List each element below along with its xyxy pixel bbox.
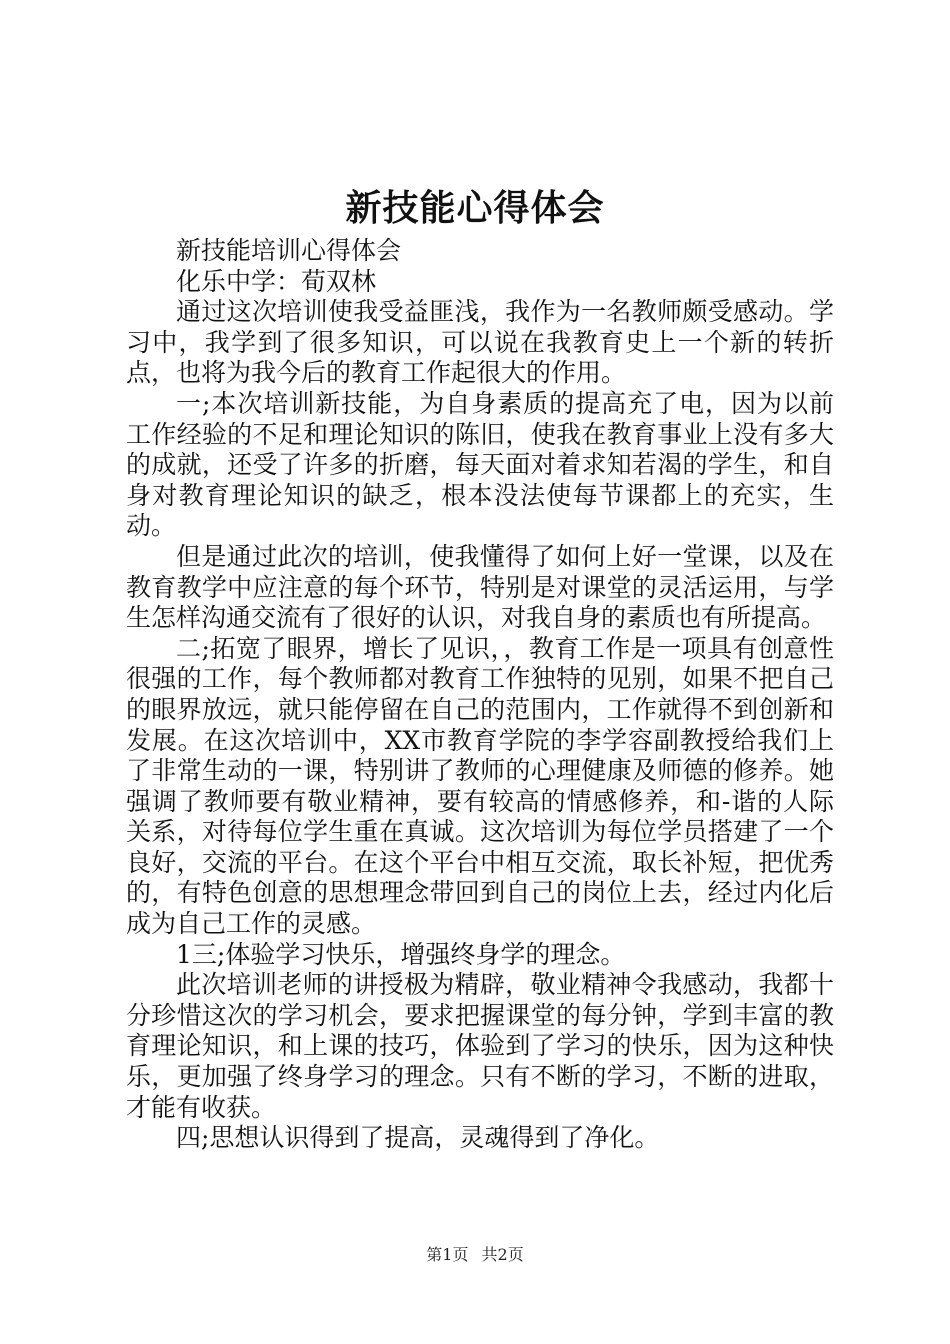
subtitle-paragraph: 新技能培训心得体会 (176, 236, 402, 265)
body-paragraph: 此次培训老师的讲授极为精辟，敬业精神令我感动，我都十分珍惜这次的学习机会，要求把握课堂的每分钟，学到丰富的教育理论知识，和上课的技巧，体验到了学习的快乐，因为这种快乐，更加强了终身学习的理念。只有不断的学习，不断的进取，才能有收获。 (126, 970, 834, 1122)
body-paragraph: 但是通过此次的培训，使我懂得了如何上好一堂课，以及在教育教学中应注意的每个环节，特别是对课堂的灵活运用，与学生怎样沟通交流有了很好的认识，对我自身的素质也有所提高。 (126, 541, 834, 633)
page-number: 第1页 (426, 1245, 469, 1264)
body-paragraph: 通过这次培训使我受益匪浅，我作为一名教师颇受感动。学习中，我学到了很多知识，可以说在我教育史上一个新的转折点，也将为我今后的教育工作起很大的作用。 (126, 297, 834, 388)
page-footer (0, 1244, 950, 1266)
author-paragraph: 化乐中学：荀双林 (176, 266, 377, 296)
page-total: 共2页 (481, 1245, 524, 1264)
body-paragraph: 二;拓宽了眼界，增长了见识，，教育工作是一项具有创意性很强的工作，每个教师都对教育工作独特的见别，如果不把自己的眼界放远，就只能停留在自己的范围内，工作就得不到创新和发展。在这次培训中，XX市教育学院的李学容副教授给我们上了非常生动的一课，特别讲了教师的心理健康及师德的修养。她强调了教师要有敬业精神，要有较高的情感修养，和-谐的人际关系，对待每位学生重在真诚。这次培训为每位学员搭建了一个良好，交流的平台。在这个平台中相互交流，取长补短，把优秀的，有特色创意的思想理念带回到自己的岗位上去，经过内化后成为自己工作的灵感。 (126, 633, 834, 939)
body-paragraph: 一;本次培训新技能，为自身素质的提高充了电，因为以前工作经验的不足和理论知识的陈旧，使我在教育事业上没有多大的成就，还受了许多的折磨，每天面对着求知若渴的学生，和自身对教育理论知识的缺乏，根本没法使每节课都上的充实，生动。 (126, 388, 834, 541)
body-paragraph: 四;思想认识得到了提高，灵魂得到了净化。 (176, 1123, 660, 1153)
document-body (126, 236, 834, 1154)
document-title: 新技能心得体会 (345, 187, 605, 229)
body-paragraph: 1三;体验学习快乐，增强终身学的理念。 (176, 939, 626, 969)
